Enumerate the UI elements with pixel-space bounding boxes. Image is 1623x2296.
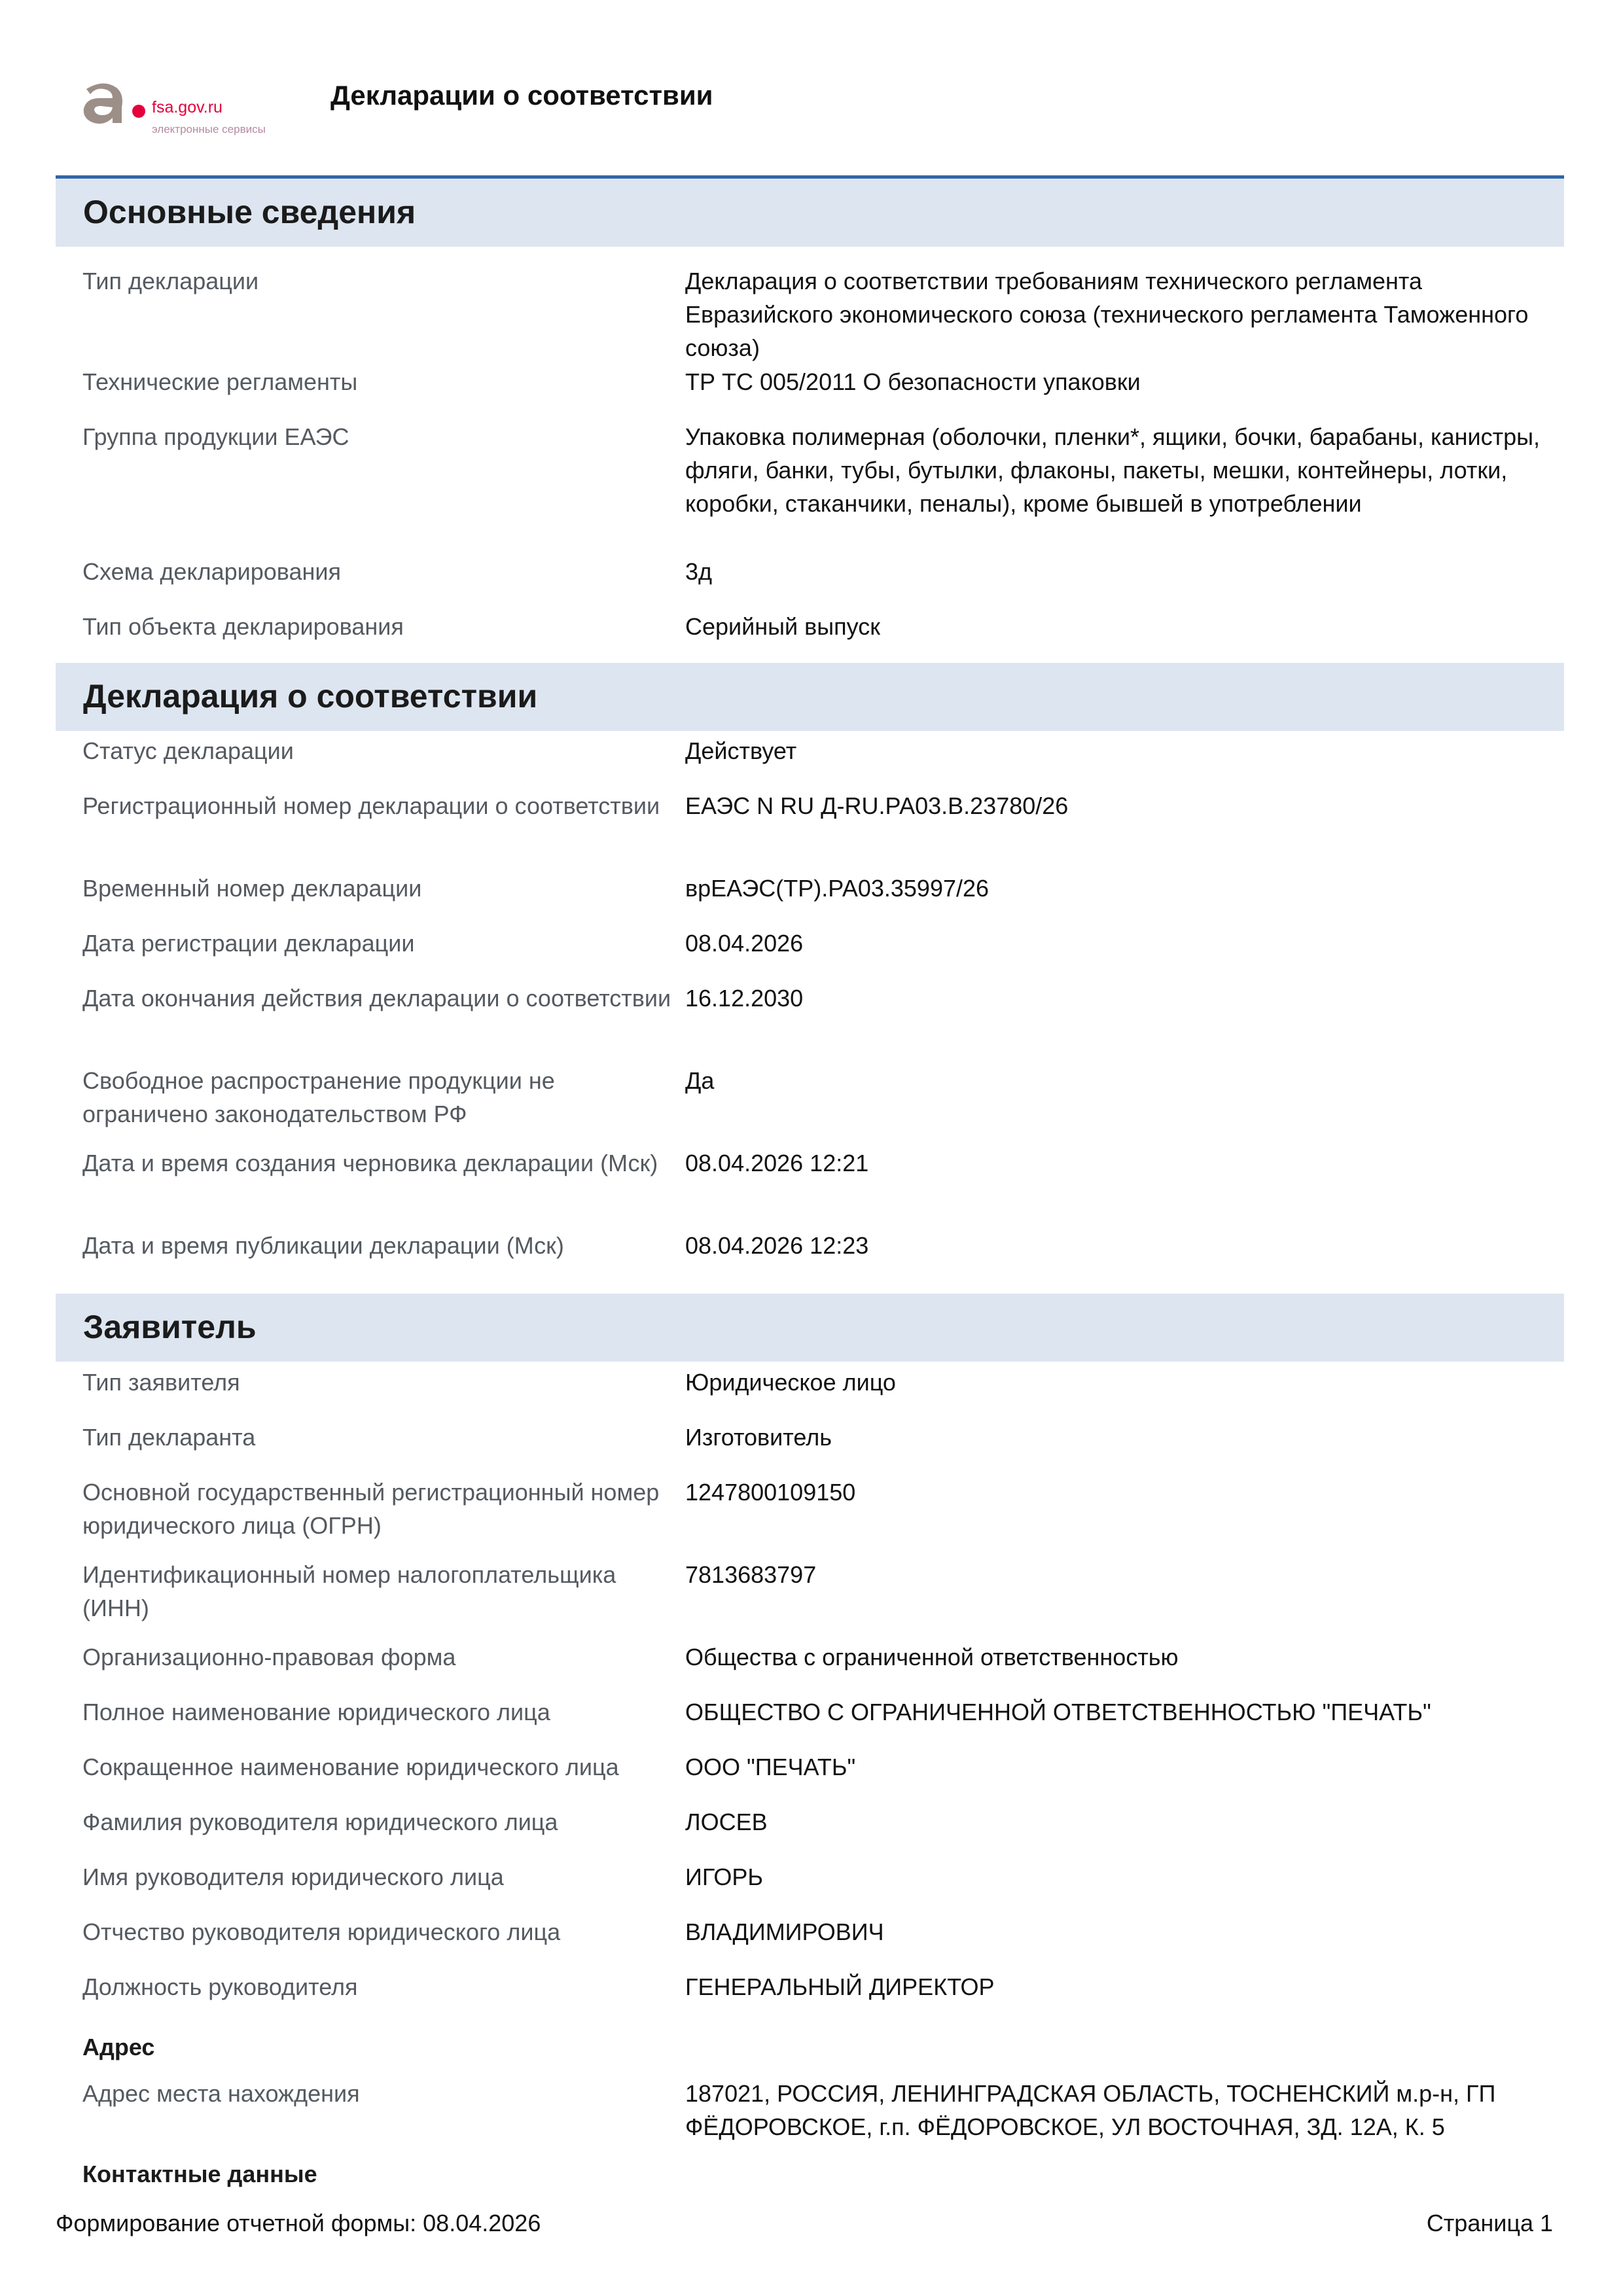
field-value: Изготовитель (685, 1424, 832, 1451)
field-label: Дата окончания действия декларации о соответствии (82, 985, 671, 1012)
section-title: Декларация о соответствии (83, 678, 538, 715)
field-value: ЕАЭС N RU Д-RU.РА03.В.23780/26 (685, 792, 1069, 819)
field-value: Общества с ограниченной ответственностью (685, 1644, 1179, 1670)
footer-page-number: Страница 1 (1426, 2210, 1553, 2236)
footer-generated-date: Формирование отчетной формы: 08.04.2026 (56, 2210, 541, 2236)
field-value: Серийный выпуск (685, 613, 880, 640)
field-label: Технические регламенты (82, 368, 358, 395)
field-label: Группа продукции ЕАЭС (82, 423, 349, 450)
field-value: 187021, РОССИЯ, ЛЕНИНГРАДСКАЯ ОБЛАСТЬ, ТОСНЕНСКИЙ м.р-н, ГП ФЁДОРОВСКОЕ, г.п. ФЁДОРОВСКОЕ, УЛ ВОСТОЧНАЯ, ЗД. 12А, К. 5 (685, 2080, 1496, 2140)
address-heading: Адрес (82, 2034, 155, 2060)
field-value: ТР ТС 005/2011 О безопасности упаковки (685, 368, 1141, 395)
field-value: Действует (685, 737, 797, 764)
field-value: ЛОСЕВ (685, 1809, 768, 1835)
field-value: 08.04.2026 12:23 (685, 1232, 869, 1259)
field-label: Адрес места нахождения (82, 2080, 360, 2107)
field-label: Тип заявителя (82, 1369, 240, 1396)
fsa-logo-icon (79, 77, 131, 130)
field-label: Временный номер декларации (82, 875, 422, 902)
field-value: ИГОРЬ (685, 1863, 763, 1890)
logo-subtitle: электронные сервисы (152, 123, 266, 135)
field-label: Основной государственный регистрационный номер юридического лица (ОГРН) (82, 1479, 660, 1539)
field-label: Должность руководителя (82, 1973, 358, 2000)
field-value: 1247800109150 (685, 1479, 856, 1506)
contacts-heading: Контактные данные (82, 2161, 317, 2187)
field-value: ГЕНЕРАЛЬНЫЙ ДИРЕКТОР (685, 1973, 995, 2000)
field-value: 08.04.2026 12:21 (685, 1150, 869, 1176)
field-label: Дата и время создания черновика декларации (Мск) (82, 1150, 658, 1176)
field-label: Идентификационный номер налогоплательщика (ИНН) (82, 1561, 616, 1621)
field-label: Тип декларанта (82, 1424, 256, 1451)
section-title: Основные сведения (83, 194, 416, 230)
section-title: Заявитель (83, 1309, 257, 1345)
field-value: 7813683797 (685, 1561, 817, 1588)
field-value: ОБЩЕСТВО С ОГРАНИЧЕННОЙ ОТВЕТСТВЕННОСТЬЮ "ПЕЧАТЬ" (685, 1699, 1431, 1725)
field-label: Отчество руководителя юридического лица (82, 1918, 561, 1945)
page-header (56, 72, 1561, 150)
field-value: Да (685, 1067, 715, 1094)
field-label: Схема декларирования (82, 558, 341, 585)
field-label: Тип декларации (82, 268, 259, 294)
field-label: Дата и время публикации декларации (Мск) (82, 1232, 564, 1259)
field-label: Дата регистрации декларации (82, 930, 415, 957)
field-label: Статус декларации (82, 737, 294, 764)
field-value: Юридическое лицо (685, 1369, 896, 1396)
field-label: Фамилия руководителя юридического лица (82, 1809, 558, 1835)
section-declaration-header (56, 663, 1564, 731)
field-value: врЕАЭС(ТР).РА03.35997/26 (685, 875, 990, 902)
field-value: 3д (685, 558, 713, 585)
field-value: 08.04.2026 (685, 930, 804, 957)
fsa-logo (79, 72, 294, 147)
field-value: Упаковка полимерная (оболочки, пленки*, ящики, бочки, барабаны, канистры, фляги, банки, тубы, бутылки, флаконы, пакеты, мешки, контейнеры, лотки, коробки, стаканчики, пеналы), кроме бывшей в употреблении (685, 423, 1540, 517)
field-value: ВЛАДИМИРОВИЧ (685, 1918, 884, 1945)
field-value: 16.12.2030 (685, 985, 804, 1012)
field-label: Свободное распространение продукции не ограничено законодательством РФ (82, 1067, 555, 1127)
section-basic-header (56, 175, 1564, 247)
field-label: Имя руководителя юридического лица (82, 1863, 504, 1890)
field-label: Сокращенное наименование юридического лица (82, 1754, 619, 1780)
logo-domain: fsa.gov.ru (152, 98, 223, 116)
field-value: Декларация о соответствии требованиям технического регламента Евразийского экономического союза (технического регламента Таможенного союза) (685, 268, 1529, 361)
page-title: Декларации о соответствии (330, 80, 713, 111)
field-label: Регистрационный номер декларации о соответствии (82, 792, 660, 819)
field-value: ООО "ПЕЧАТЬ" (685, 1754, 856, 1780)
section-applicant-header (56, 1294, 1564, 1362)
logo-dot (132, 105, 145, 118)
field-label: Организационно-правовая форма (82, 1644, 456, 1670)
field-label: Полное наименование юридического лица (82, 1699, 550, 1725)
field-label: Тип объекта декларирования (82, 613, 404, 640)
